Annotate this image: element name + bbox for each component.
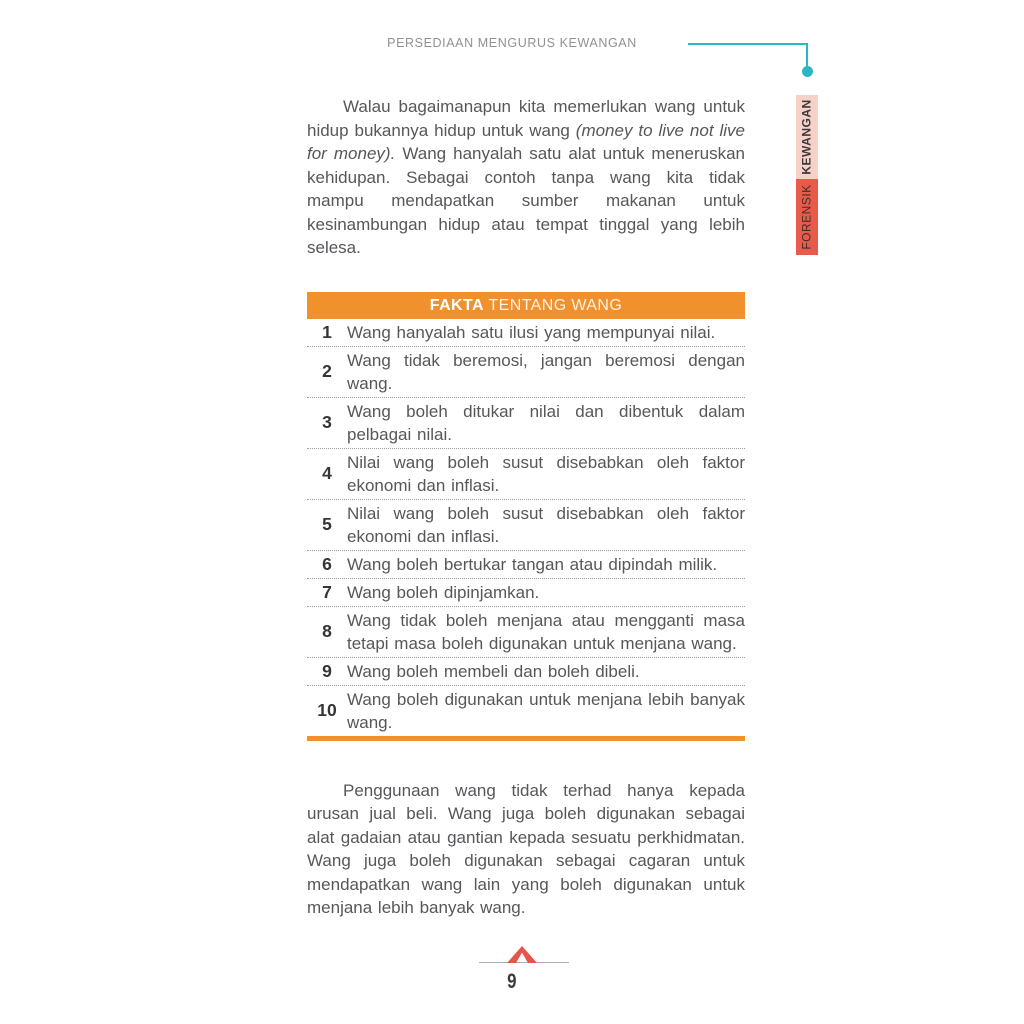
fact-number: 1 [322,321,332,342]
fact-number: 3 [322,412,332,432]
fact-row-6 [307,551,745,579]
fact-text: Wang boleh bertukar tangan atau dipindah milik. [347,554,718,574]
fact-text: Wang tidak beremosi, jangan beremosi dengan wang. [347,350,745,393]
fact-row-4 [307,449,745,500]
fact-number: 8 [322,621,332,641]
footer-chevron-icon [507,946,537,963]
fact-text: Wang boleh membeli dan boleh dibeli. [347,661,640,681]
fact-number: 9 [322,660,332,681]
fact-number: 5 [322,514,332,534]
page-number: 9 [507,970,517,993]
fact-row-3 [307,398,745,449]
fact-text: Wang boleh digunakan untuk menjana lebih banyak wang. [347,689,745,732]
fact-row-7 [307,579,745,607]
footer-divider-line [479,962,569,963]
side-tab-segment-forensik [796,179,818,255]
fact-number: 4 [322,463,332,483]
fact-number: 6 [322,553,332,574]
header-decoration-dot [802,66,813,77]
fact-table-title-rest: TENTANG WANG [483,296,623,314]
fact-text: Nilai wang boleh susut disebabkan oleh faktor ekonomi dan inflasi. [347,452,745,495]
fact-number: 10 [317,700,337,720]
side-tab-segment-kewangan [796,95,818,179]
chapter-side-tab [796,95,818,255]
fact-text: Wang tidak boleh menjana atau mengganti masa tetapi masa boleh digunakan untuk menjana wang. [347,610,745,653]
fact-number: 7 [322,581,332,602]
paragraph-intro-italic: (money to live not live for money). [307,120,745,163]
fact-row-2 [307,347,745,398]
fact-table-header [307,292,745,319]
paragraph-intro-text-cont: Wang hanyalah satu alat untuk meneruskan kehidupan. Sebagai contoh tanpa wang kita tidak mampu mendapatkan sumber makanan untuk kesinambungan hidup atau tempat tinggal yang lebih selesa. [307,144,745,257]
fact-row-10 [307,686,745,736]
fact-text: Wang hanyalah satu ilusi yang mempunyai nilai. [347,322,716,342]
fact-row-1 [307,319,745,347]
fact-text: Wang boleh dipinjamkan. [347,582,540,602]
fact-text: Wang boleh ditukar nilai dan dibentuk dalam pelbagai nilai. [347,401,745,444]
paragraph-intro-text: Walau bagaimanapun kita memerlukan wang untuk hidup bukannya hidup untuk wang [307,97,745,140]
side-tab-label-forensik: FORENSIK [800,184,814,250]
fact-row-5 [307,500,745,551]
paragraph-intro [307,95,745,260]
running-header: PERSEDIAAN MENGURUS KEWANGAN [387,36,637,50]
fact-number: 2 [322,361,332,381]
fact-text: Nilai wang boleh susut disebabkan oleh faktor ekonomi dan inflasi. [347,503,745,546]
paragraph-usage: Penggunaan wang tidak terhad hanya kepada urusan jual beli. Wang juga boleh digunakan sebagai alat gadaian atau gantian kepada sesuatu perkhidmatan. Wang juga boleh digunakan sebagai cagaran untuk mendapatkan wang lain yang boleh digunakan untuk menjana lebih banyak wang. [307,780,745,917]
fact-row-9 [307,658,745,686]
text-column [307,0,745,920]
fact-table [307,292,745,741]
fact-table-title-bold: FAKTA [429,296,484,314]
side-tab-label-kewangan: KEWANGAN [800,99,814,175]
fact-row-8 [307,607,745,658]
